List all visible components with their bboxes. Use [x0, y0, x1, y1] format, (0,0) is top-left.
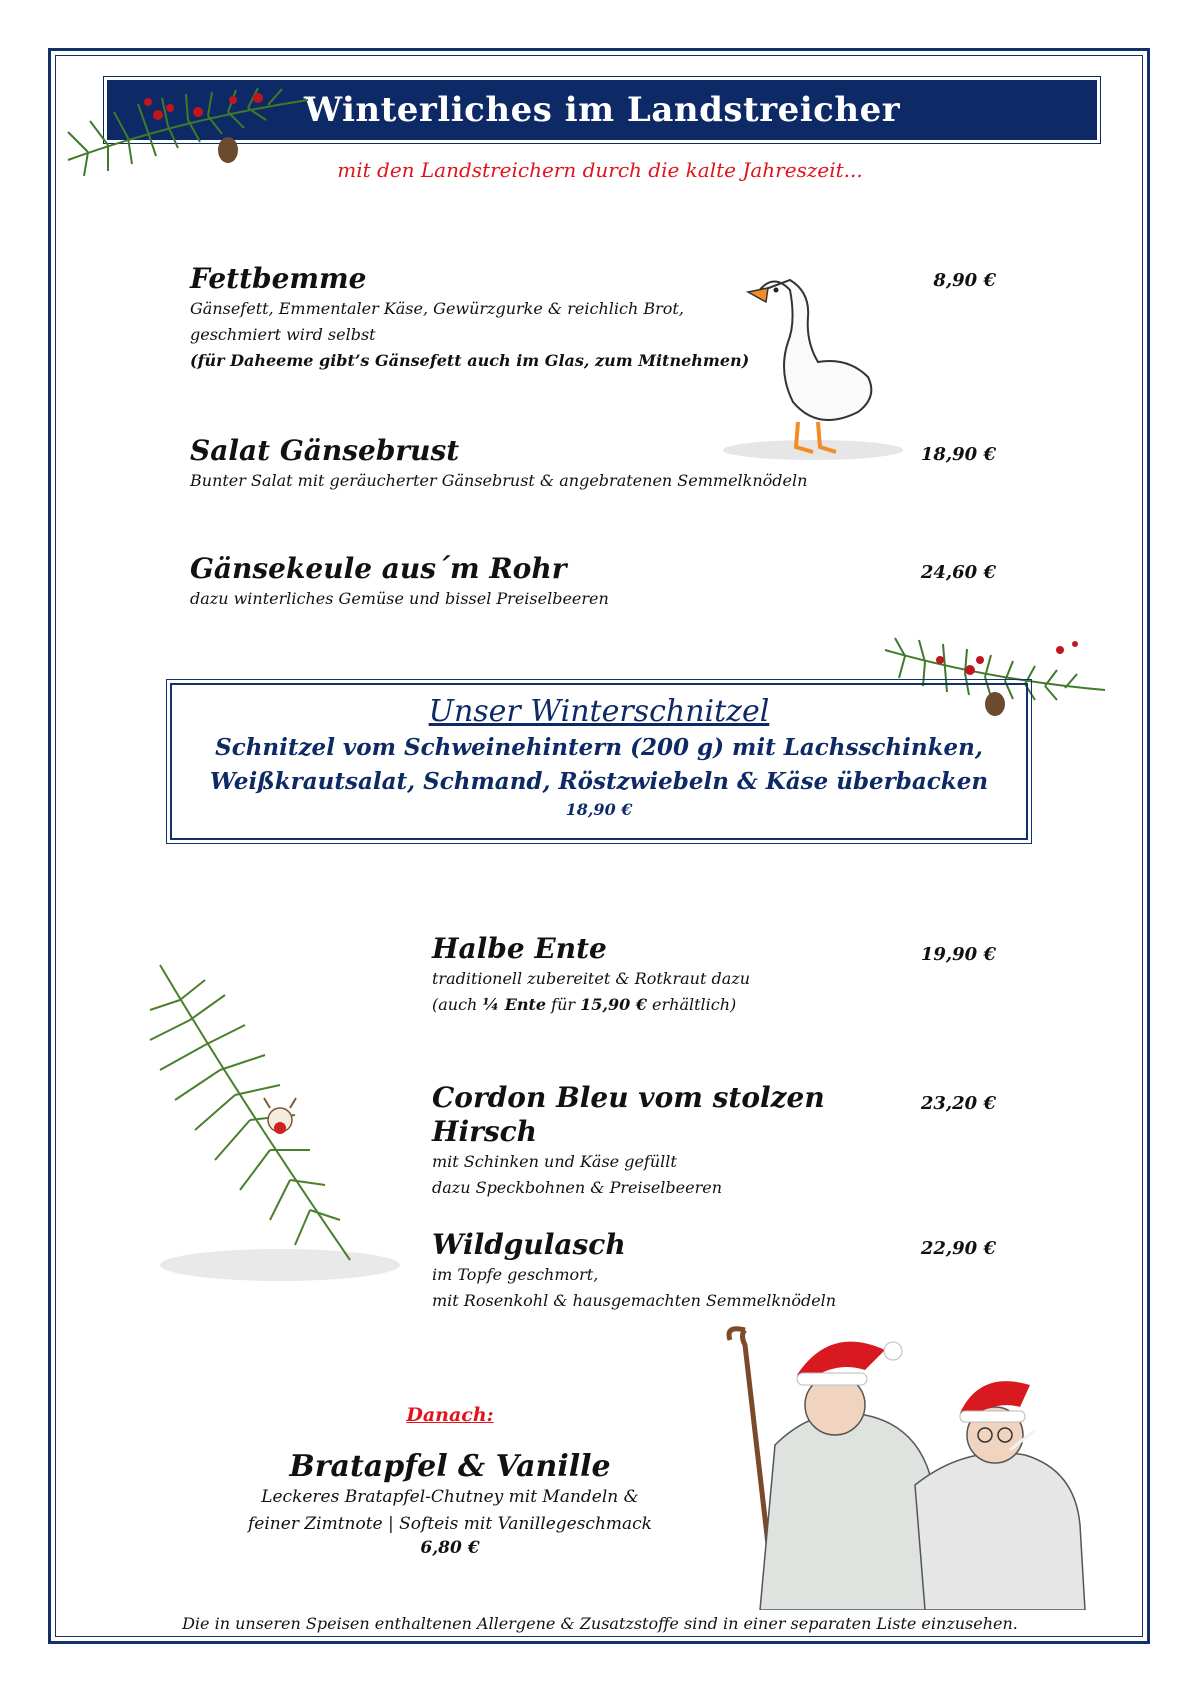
- text: (auch: [432, 995, 483, 1014]
- pine-branch-reindeer-icon: [120, 960, 410, 1290]
- item-name: Fettbemme: [190, 262, 367, 295]
- menu-item-wildgulasch: [432, 1228, 882, 1314]
- text: erhältlich): [646, 995, 737, 1014]
- pine-branch-icon: [58, 60, 318, 180]
- special-title: Unser Winterschnitzel: [428, 694, 770, 729]
- page-subtitle: mit den Landstreichern durch die kalte Jahreszeit...: [337, 158, 863, 182]
- dessert-name: Bratapfel & Vanille: [289, 1449, 611, 1484]
- item-name: Wildgulasch: [432, 1228, 626, 1261]
- allergen-note: Die in unseren Speisen enthaltenen Allergene & Zusatzstoffe sind in einer separaten Liste einzusehen.: [182, 1614, 1018, 1633]
- text: für: [546, 995, 581, 1014]
- item-price: 18,90 €: [920, 444, 996, 465]
- item-name: Gänsekeule aus´m Rohr: [190, 552, 567, 585]
- item-description: geschmiert wird selbst: [190, 325, 376, 344]
- dessert-section: [200, 1450, 700, 1558]
- dessert-description: feiner Zimtnote | Softeis mit Vanillegeschmack: [248, 1514, 652, 1534]
- item-note: (für Daheeme gibt’s Gänsefett auch im Glas, zum Mitnehmen): [190, 351, 750, 370]
- item-name: Halbe Ente: [432, 932, 607, 965]
- item-description: traditionell zubereitet & Rotkraut dazu: [432, 969, 750, 988]
- item-price: 23,20 €: [920, 1093, 996, 1114]
- item-description: mit Schinken und Käse gefüllt: [432, 1152, 677, 1171]
- page-title: Winterliches im Landstreicher: [303, 90, 901, 130]
- dessert-description: Leckeres Bratapfel-Chutney mit Mandeln &: [261, 1487, 639, 1507]
- item-price: 24,60 €: [920, 562, 996, 583]
- special-offer-box: [170, 683, 1028, 840]
- item-price: 8,90 €: [933, 270, 996, 291]
- item-price: 22,90 €: [920, 1238, 996, 1259]
- item-description: im Topfe geschmort,: [432, 1265, 599, 1284]
- menu-item-gaensekeule: [190, 552, 790, 612]
- dessert-price: 6,80 €: [420, 1538, 480, 1558]
- menu-item-fettbemme: [190, 262, 750, 374]
- item-description: Bunter Salat mit geräucherter Gänsebrust & angebratenen Semmelknödeln: [190, 471, 808, 490]
- item-description: dazu Speckbohnen & Preiselbeeren: [432, 1178, 722, 1197]
- menu-item-halbe-ente: [432, 932, 852, 1018]
- dessert-heading: Danach:: [406, 1404, 494, 1426]
- menu-item-cordon-bleu: [432, 1081, 902, 1201]
- text-bold: 15,90 €: [580, 995, 647, 1014]
- item-name: Salat Gänsebrust: [190, 434, 460, 467]
- item-description: Gänsefett, Emmentaler Käse, Gewürzgurke & reichlich Brot,: [190, 299, 684, 318]
- special-description: Weißkrautsalat, Schmand, Röstzwiebeln & Käse überbacken: [209, 768, 989, 795]
- landstreicher-illustration-icon: [715, 1325, 1095, 1610]
- text-bold: ¼ Ente: [482, 995, 547, 1014]
- item-description: mit Rosenkohl & hausgemachten Semmelknödeln: [432, 1291, 837, 1310]
- item-description: [432, 992, 852, 1018]
- special-price: 18,90 €: [565, 800, 633, 819]
- item-description: dazu winterliches Gemüse und bissel Preiselbeeren: [190, 589, 609, 608]
- menu-item-salat-gaensebrust: [190, 434, 840, 494]
- item-name: Cordon Bleu vom stolzen Hirsch: [432, 1081, 825, 1148]
- item-price: 19,90 €: [920, 944, 996, 965]
- special-description: Schnitzel vom Schweinehintern (200 g) mit Lachsschinken,: [215, 734, 983, 761]
